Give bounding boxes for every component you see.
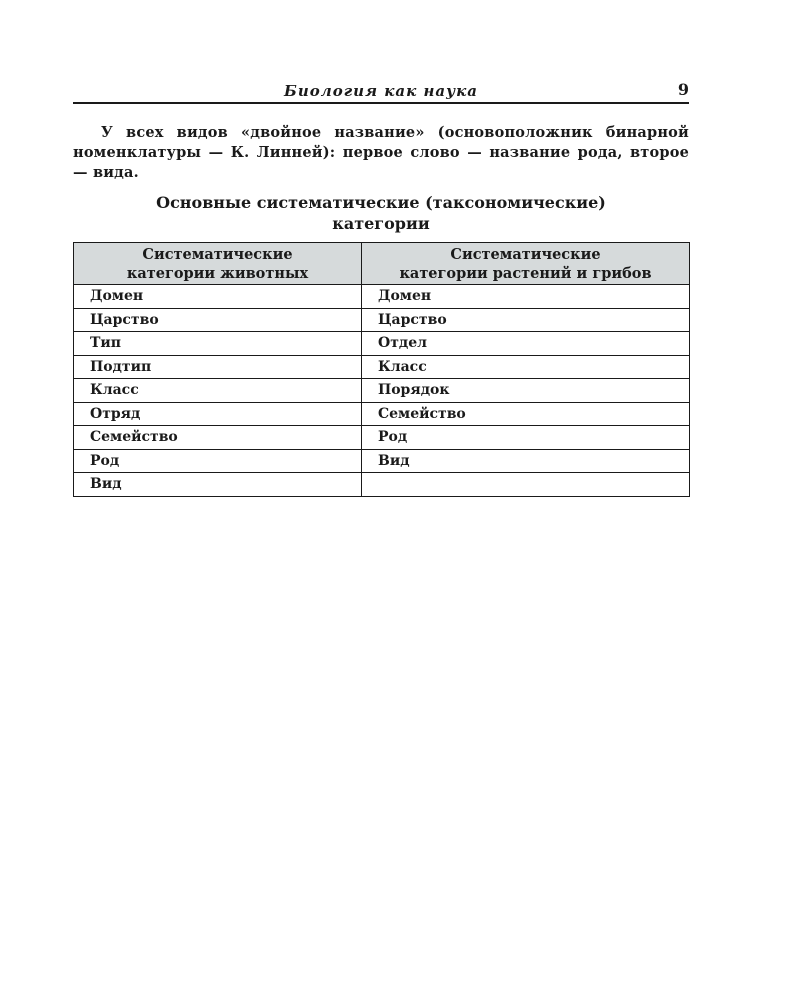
page-number: 9 — [677, 80, 689, 99]
intro-paragraph: У всех видов «двойное название» (основоположник бинарной номенклатуры — К. Линней): первое слово — название рода, второе — вида. — [73, 124, 689, 181]
table-row — [74, 402, 690, 426]
animal-category-cell: Класс — [74, 379, 362, 403]
plant-category-cell: Отдел — [362, 332, 690, 356]
table-row — [74, 285, 690, 309]
animal-category-cell: Семейство — [74, 426, 362, 450]
plant-category-cell: Домен — [362, 285, 690, 309]
animal-category-cell: Царство — [74, 308, 362, 332]
animal-category-cell: Отряд — [74, 402, 362, 426]
plant-category-cell: Вид — [362, 449, 690, 473]
table-row — [74, 308, 690, 332]
table-row — [74, 426, 690, 450]
header-plants-fungi: Систематические категории растений и грибов — [362, 243, 690, 285]
animal-category-cell: Подтип — [74, 355, 362, 379]
animal-category-cell: Вид — [74, 473, 362, 497]
running-title: Биология как наука — [284, 82, 478, 100]
plant-category-cell: Порядок — [362, 379, 690, 403]
animal-category-cell: Домен — [74, 285, 362, 309]
table-row — [74, 379, 690, 403]
table-title-line-2: категории — [332, 214, 430, 233]
plant-category-cell — [362, 473, 690, 497]
animal-category-cell: Тип — [74, 332, 362, 356]
table-row — [74, 332, 690, 356]
plant-category-cell: Род — [362, 426, 690, 450]
taxonomy-table — [73, 242, 690, 497]
plant-category-cell: Царство — [362, 308, 690, 332]
table-row — [74, 449, 690, 473]
running-header — [73, 82, 689, 104]
table-row — [74, 473, 690, 497]
plant-category-cell: Семейство — [362, 402, 690, 426]
animal-category-cell: Род — [74, 449, 362, 473]
table-title-line-1: Основные систематические (таксономические) — [156, 193, 606, 212]
table-row — [74, 355, 690, 379]
plant-category-cell: Класс — [362, 355, 690, 379]
table-header-row — [74, 243, 690, 285]
table-title — [73, 192, 689, 234]
header-animals: Систематические категории животных — [74, 243, 362, 285]
